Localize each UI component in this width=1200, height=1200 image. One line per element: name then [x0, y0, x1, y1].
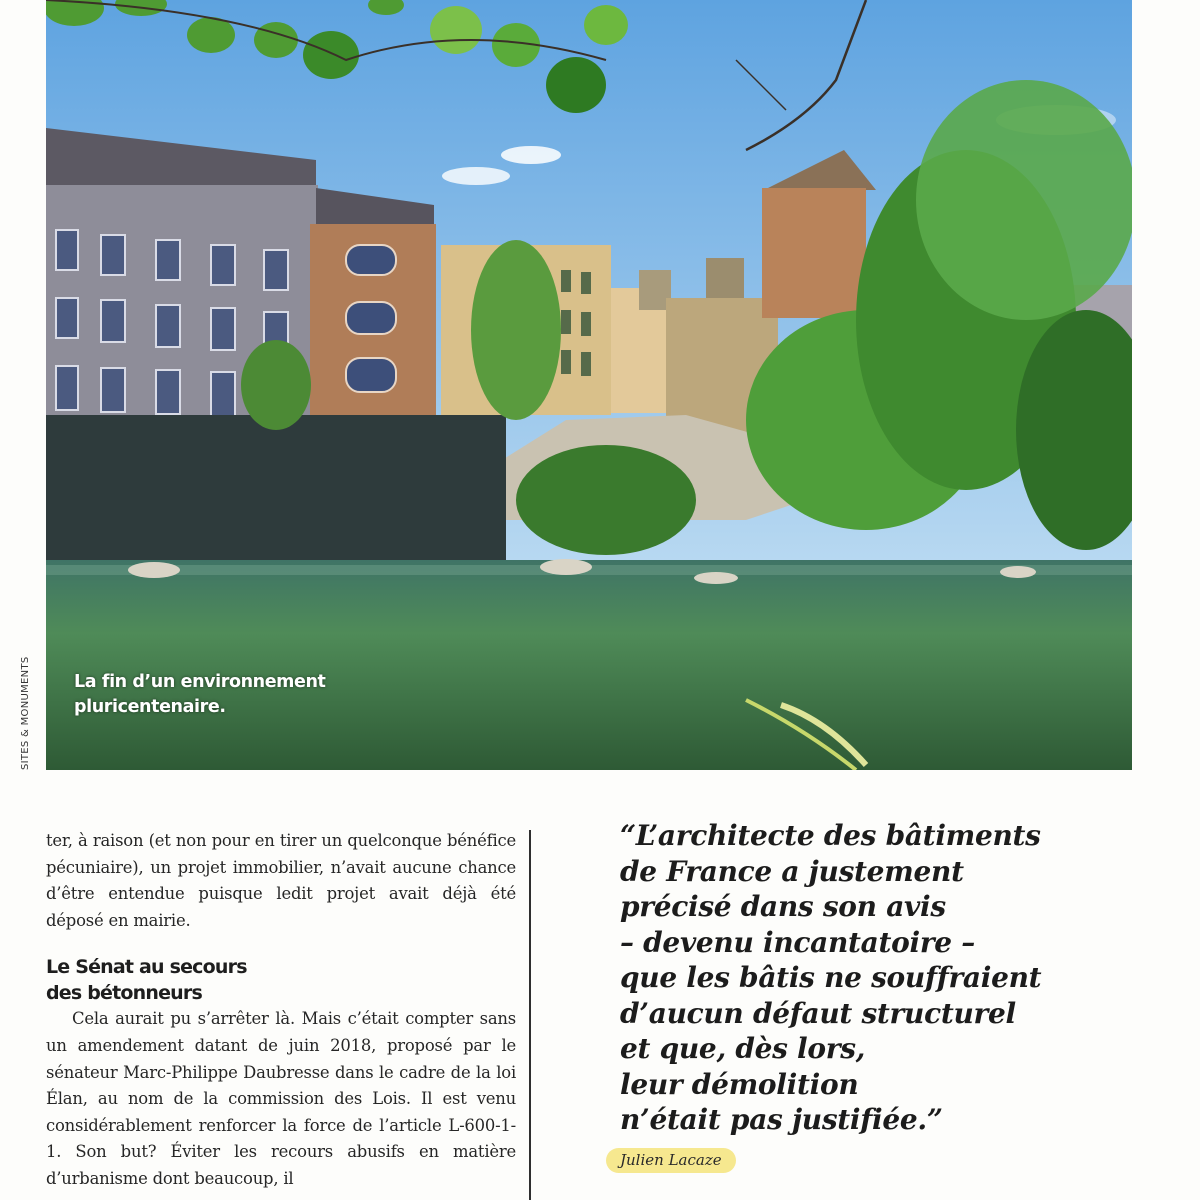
- pull-quote-line: et que, dès lors,: [620, 1032, 866, 1065]
- subheading-line: des bétonneurs: [46, 982, 202, 1005]
- article-paragraph: ter, à raison (et non pour en tirer un quelconque bénéfice pécuniaire), un projet immobilier, n’avait aucune chance d’être entendue puisque ledit projet avait déjà été déposé en mairie.: [46, 831, 516, 930]
- photo-caption: [74, 670, 326, 720]
- pull-quote-line: d’aucun défaut structurel: [620, 996, 1016, 1030]
- article-subheading: [46, 954, 266, 1006]
- pull-quote: [620, 818, 1140, 1138]
- column-divider: [529, 830, 531, 1200]
- pull-quote-line: “L’architecte des bâtiments: [620, 819, 1041, 852]
- photo-caption-line: pluricentenaire.: [74, 697, 226, 717]
- quote-author: Julien Lacaze: [606, 1148, 736, 1173]
- pull-quote-line: précisé dans son avis: [620, 890, 946, 923]
- article-column: [46, 828, 516, 1193]
- photo-caption-line: La fin d’un environnement: [74, 672, 326, 692]
- article-photo: [46, 0, 1132, 770]
- article-paragraph: Cela aurait pu s’arrêter là. Mais c’était compter sans un amendement datant de juin 2018, proposé par le sénateur Marc-Philippe Daubresse dans le cadre de la loi Élan, au nom de la commission des Lois. Il est venu considérablement renforcer la force de l’article L-600-1-1. Son but? Éviter les recours abusifs en matière d’urbanisme dont beaucoup, il: [46, 1009, 516, 1188]
- photo-credit: SITES & MONUMENTS: [20, 656, 31, 770]
- subheading-line: Le Sénat au secours: [46, 956, 247, 979]
- pull-quote-line: leur démolition: [620, 1067, 859, 1101]
- pull-quote-line: de France a justement: [620, 854, 964, 888]
- pull-quote-line: que les bâtis ne souffraient: [620, 961, 1042, 994]
- pull-quote-line: – devenu incantatoire –: [620, 925, 975, 959]
- pull-quote-line: n’était pas justifiée.”: [620, 1103, 943, 1136]
